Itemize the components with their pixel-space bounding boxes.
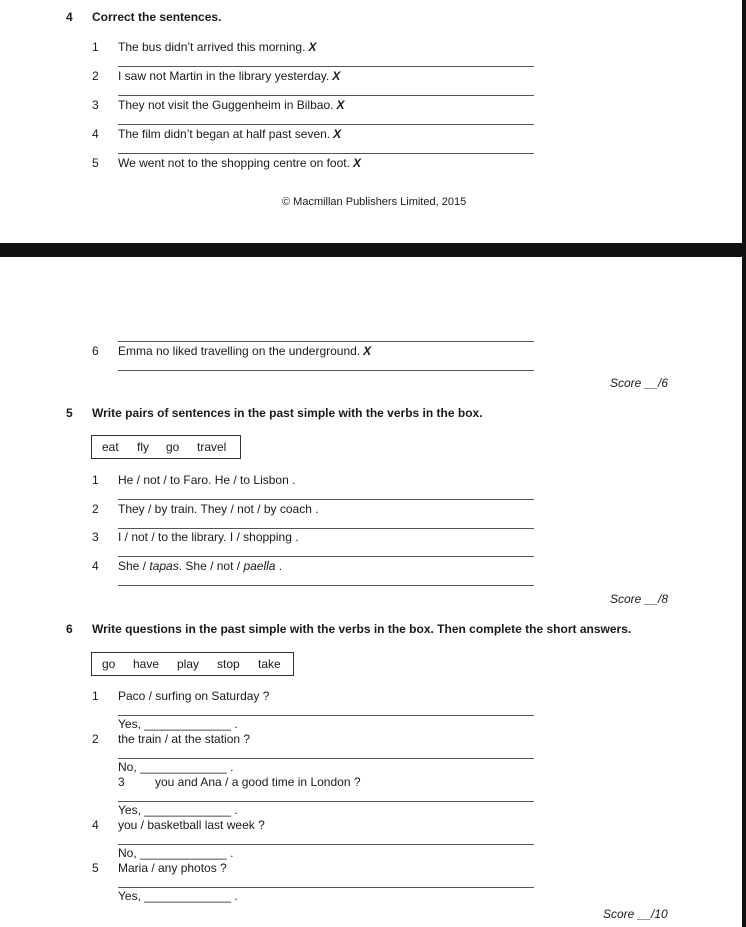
copyright-notice: © Macmillan Publishers Limited, 2015 (282, 196, 467, 208)
prompt-text: She / (118, 559, 150, 573)
answer-line[interactable] (118, 370, 534, 371)
ex4-item-sentence (118, 127, 341, 141)
verb-box (91, 435, 241, 459)
ex4-item-number: 5 (92, 156, 99, 170)
question-line[interactable] (118, 715, 534, 716)
verb-word: travel (197, 440, 227, 454)
exercise-4-title: Correct the sentences. (92, 10, 222, 24)
verb-word: go (166, 440, 180, 454)
ex4-item-number: 1 (92, 40, 99, 54)
ex6-item-prompt: you and Ana / a good time in London ? (155, 775, 361, 789)
question-line[interactable] (118, 758, 534, 759)
ex5-item-number: 4 (92, 559, 99, 573)
ex6-item-number: 3 (118, 775, 125, 789)
prompt-italic-word: tapas (149, 559, 179, 573)
ex4-item-sentence (118, 98, 344, 112)
ex6-item-number: 5 (92, 861, 99, 875)
ex5-item-prompt: He / not / to Faro. He / to Lisbon . (118, 473, 296, 487)
exercise-5-number: 5 (66, 406, 73, 420)
exercise-6-title: Write questions in the past simple with the verbs in the box. Then complete the short answers. (92, 622, 632, 636)
verb-word: stop (217, 657, 240, 671)
verb-word: have (133, 657, 160, 671)
short-answer[interactable]: No, _____________ . (118, 760, 234, 774)
ex4-item-number: 3 (92, 98, 99, 112)
answer-line[interactable] (118, 341, 534, 342)
answer-line[interactable] (118, 499, 534, 500)
answer-line[interactable] (118, 124, 534, 125)
short-answer[interactable]: No, _____________ . (118, 846, 234, 860)
sentence-text: They not visit the Guggenheim in Bilbao. (118, 98, 334, 112)
incorrect-mark: X (333, 127, 342, 141)
ex5-item-number: 2 (92, 502, 99, 516)
ex6-item-number: 2 (92, 732, 99, 746)
answer-line[interactable] (118, 66, 534, 67)
incorrect-mark: X (352, 156, 361, 170)
ex5-item-prompt: I / not / to the library. I / shopping . (118, 530, 299, 544)
page-break-bar (0, 243, 746, 257)
exercise-4-number: 4 (66, 10, 73, 24)
exercise-6-score: Score __/10 (603, 907, 668, 921)
verb-word: take (258, 657, 281, 671)
ex5-item-number: 1 (92, 473, 99, 487)
ex5-item-prompt (118, 559, 282, 573)
ex6-item-number: 1 (92, 689, 99, 703)
short-answer[interactable]: Yes, _____________ . (118, 889, 238, 903)
sentence-text: I saw not Martin in the library yesterday. (118, 69, 330, 83)
verb-word: fly (137, 440, 149, 454)
ex4-item-number: 4 (92, 127, 99, 141)
short-answer[interactable]: Yes, _____________ . (118, 803, 238, 817)
incorrect-mark: X (336, 98, 345, 112)
answer-line[interactable] (118, 95, 534, 96)
incorrect-mark: X (308, 40, 317, 54)
prompt-text: . (275, 559, 283, 573)
ex4-item-sentence (118, 344, 371, 358)
ex4-item-number: 6 (92, 344, 99, 358)
ex4-item-sentence (118, 156, 361, 170)
sentence-text: The film didn’t began at half past seven. (118, 127, 331, 141)
ex6-item-number: 4 (92, 818, 99, 832)
exercise-5-title: Write pairs of sentences in the past simple with the verbs in the box. (92, 406, 483, 420)
incorrect-mark: X (363, 344, 372, 358)
question-line[interactable] (118, 801, 534, 802)
ex4-item-sentence (118, 40, 316, 54)
short-answer[interactable]: Yes, _____________ . (118, 717, 238, 731)
ex6-item-prompt: Paco / surfing on Saturday ? (118, 689, 270, 703)
ex5-item-prompt: They / by train. They / not / by coach . (118, 502, 319, 516)
sentence-text: We went not to the shopping centre on foot. (118, 156, 350, 170)
verb-word: go (102, 657, 116, 671)
page-edge (742, 0, 746, 927)
exercise-6-number: 6 (66, 622, 73, 636)
ex4-item-number: 2 (92, 69, 99, 83)
answer-line[interactable] (118, 528, 534, 529)
ex6-item-prompt: the train / at the station ? (118, 732, 251, 746)
question-line[interactable] (118, 844, 534, 845)
answer-line[interactable] (118, 585, 534, 586)
ex5-item-number: 3 (92, 530, 99, 544)
sentence-text: The bus didn’t arrived this morning. (118, 40, 306, 54)
answer-line[interactable] (118, 153, 534, 154)
verb-word: play (177, 657, 200, 671)
verb-word: eat (102, 440, 119, 454)
exercise-5-score: Score __/8 (610, 592, 669, 606)
ex6-item-prompt: you / basketball last week ? (118, 818, 265, 832)
prompt-text: . She / not / (178, 559, 244, 573)
verb-box (91, 652, 294, 676)
ex4-item-sentence (118, 69, 340, 83)
sentence-text: Emma no liked travelling on the underground. (118, 344, 361, 358)
exercise-4-score: Score __/6 (610, 376, 669, 390)
incorrect-mark: X (332, 69, 341, 83)
answer-line[interactable] (118, 556, 534, 557)
ex6-item-prompt: Maria / any photos ? (118, 861, 227, 875)
prompt-italic-word: paella (243, 559, 276, 573)
question-line[interactable] (118, 887, 534, 888)
